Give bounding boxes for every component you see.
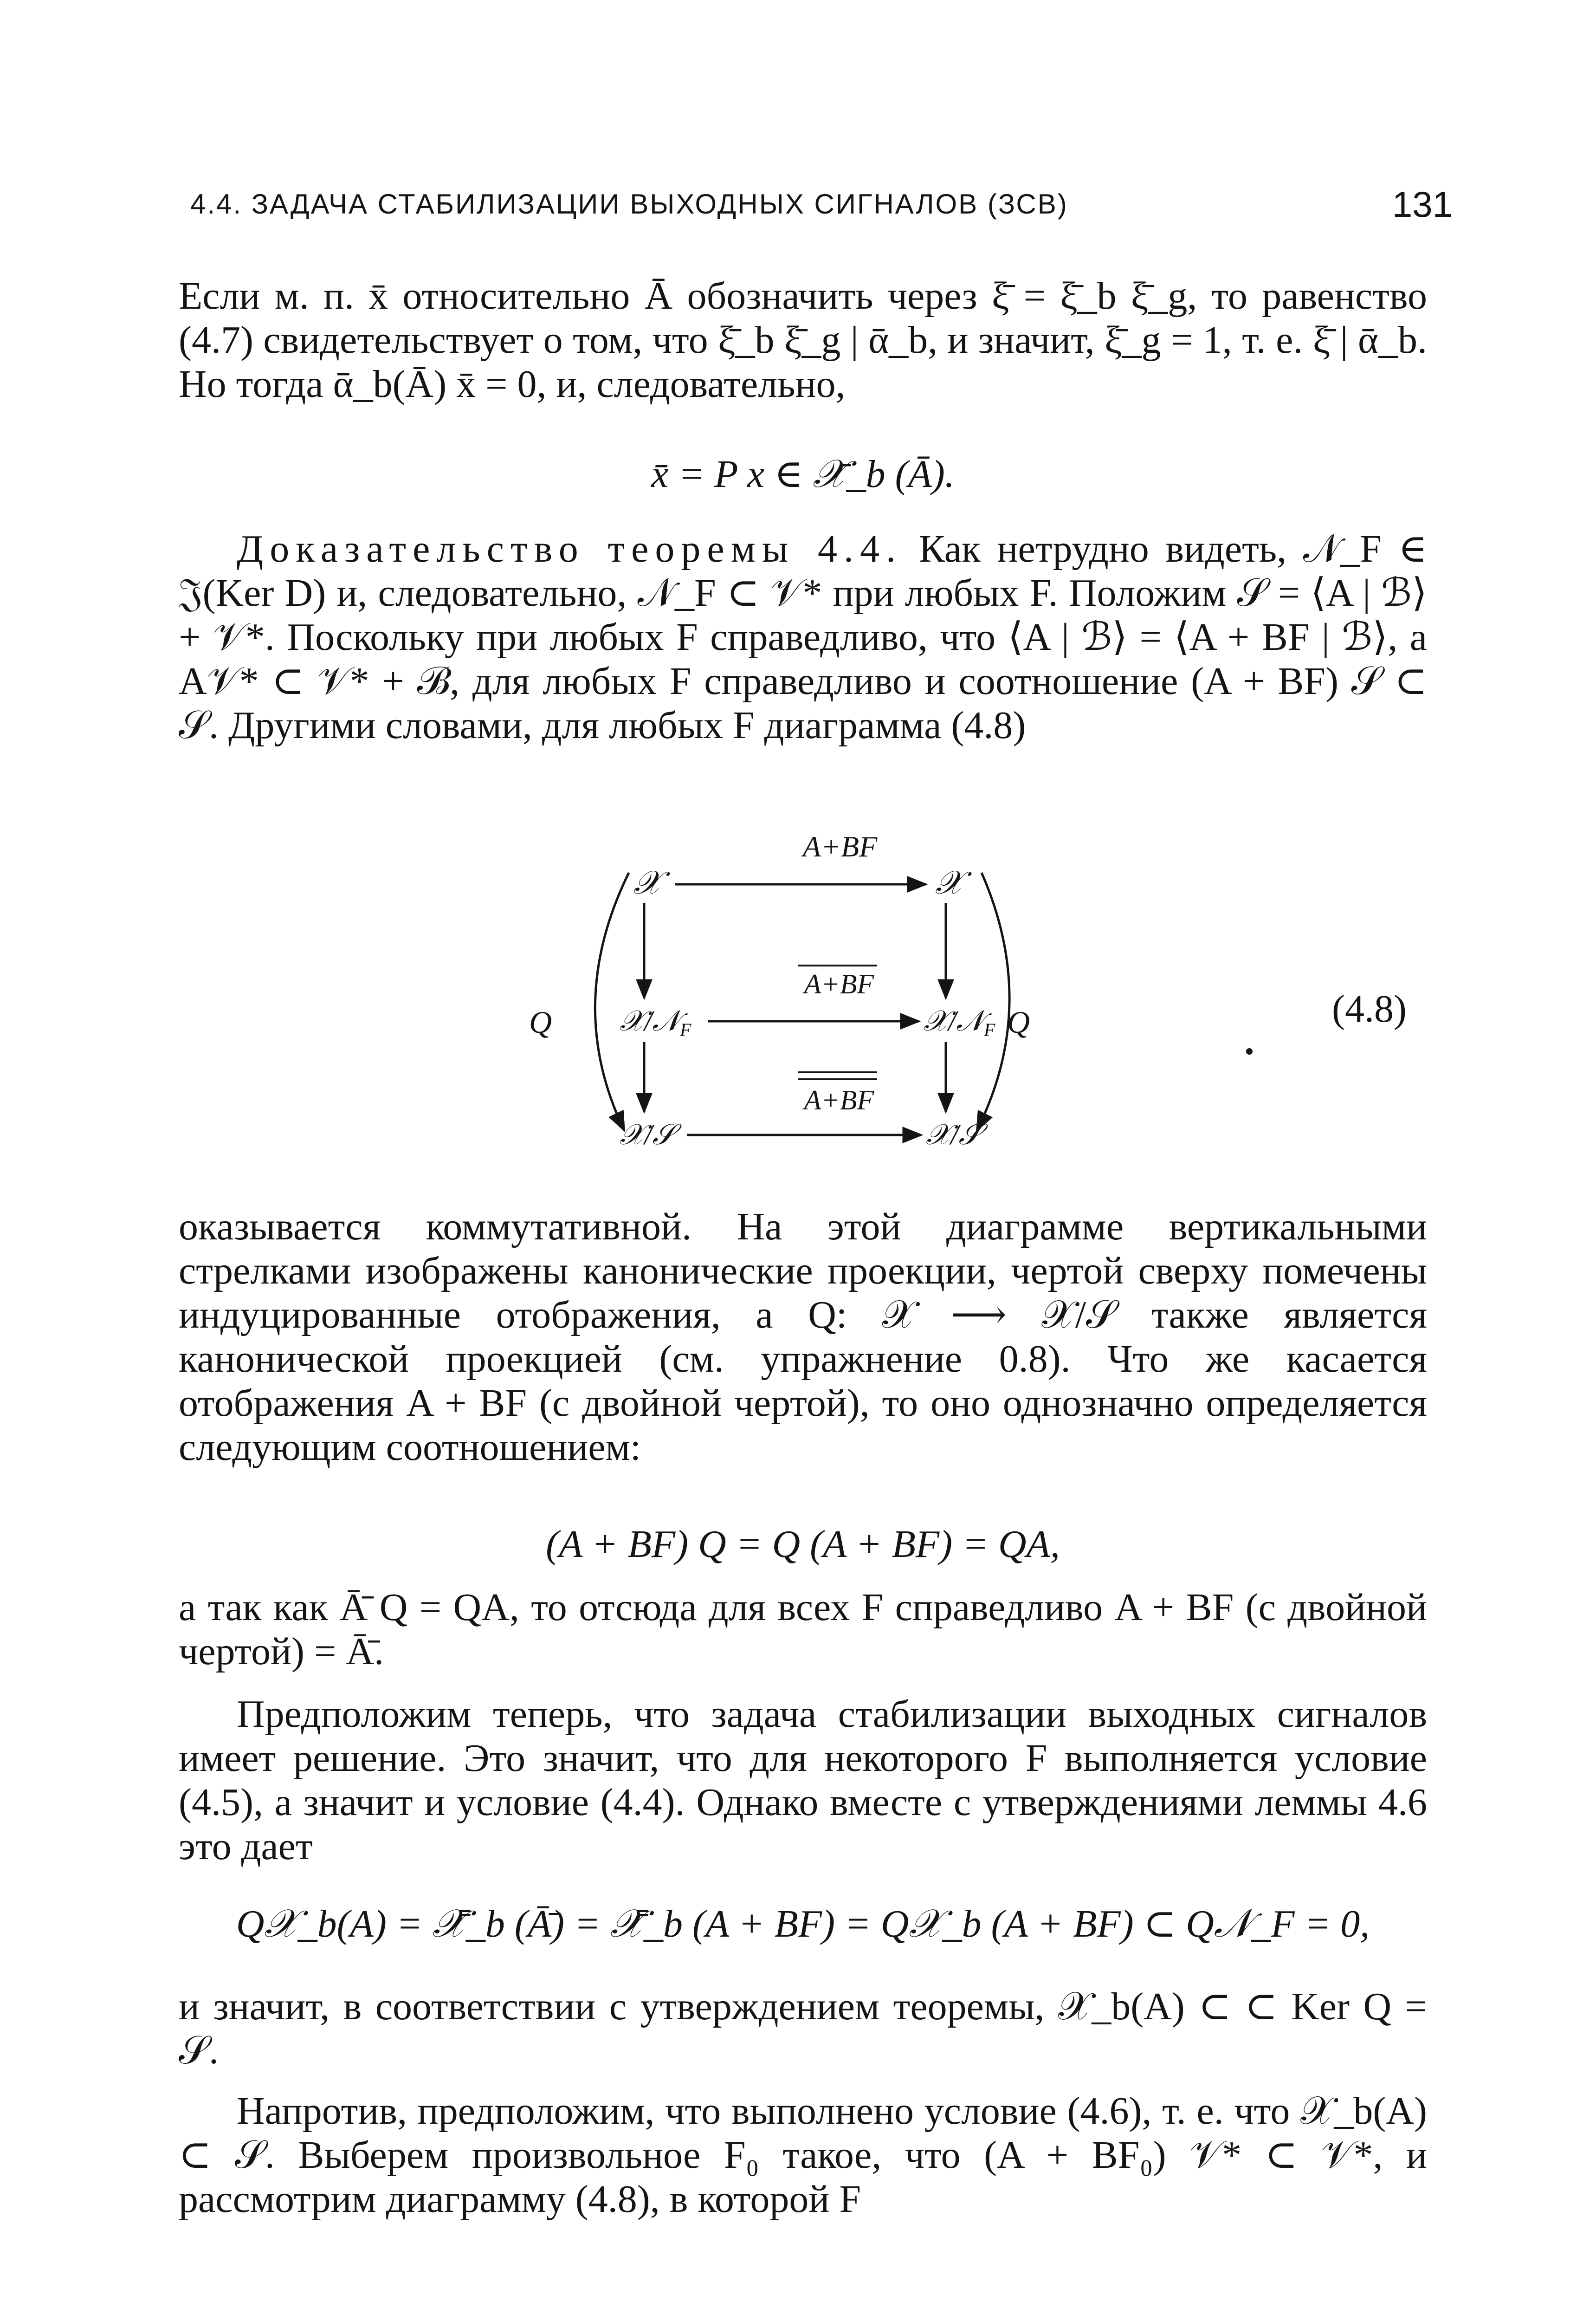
paragraph-3 — [179, 1205, 1427, 1469]
paragraph-1 — [179, 274, 1427, 406]
equation-number: (4.8) — [1332, 987, 1407, 1031]
paragraph-4-text: а так как Ā̄ Q = QA, то отсюда для всех F справедливо A + BF (с двойной чертой) = Ā̄. — [179, 1586, 1427, 1673]
node-x-over-n-left: 𝒳/𝒩F — [620, 1005, 691, 1040]
node-x-over-s-right: 𝒳/𝒮 — [926, 1119, 981, 1151]
bottom-map-label: A+BF — [804, 1085, 874, 1115]
page-number: 131 — [1392, 184, 1453, 225]
paragraph-5 — [179, 1692, 1427, 1868]
paragraph-7 — [179, 2089, 1427, 2221]
proof-body: Как нетрудно видеть, 𝒩_F ∈ 𝔍(Ker D) и, следовательно, 𝒩_F ⊂ 𝒱* при любых F. Положим 𝒮 = ⟨A | ℬ⟩ + 𝒱*. Поскольку при любых F справедливо, что ⟨A | ℬ⟩ = ⟨A + BF | ℬ⟩, а A𝒱* ⊂ 𝒱* + ℬ, для любых F справедливо и соотношение (A + BF) 𝒮 ⊂ 𝒮. Другими словами, для любых F диаграмма (4.8) — [179, 527, 1427, 747]
paragraph-6 — [179, 1984, 1427, 2073]
paragraph-2-text — [179, 527, 1427, 747]
q-label-right: Q — [1007, 1005, 1030, 1040]
proof-label: Доказательство теоремы 4.4. — [237, 527, 903, 571]
running-head — [190, 183, 1453, 239]
top-map-label: A+BF — [802, 830, 878, 863]
section-title: 4.4. ЗАДАЧА СТАБИЛИЗАЦИИ ВЫХОДНЫХ СИГНАЛОВ (ЗСВ) — [190, 188, 1068, 220]
q-label-left: Q — [529, 1005, 552, 1040]
paragraph-3-text: оказывается коммутативной. На этой диаграмме вертикальными стрелками изображены канонические проекции, чертой сверху помечены индуцированные отображения, а Q: 𝒳 ⟶ 𝒳/𝒮 также является канонической проекцией (см. упражнение 0.8). Что же касается отображения A + BF (с двойной чертой), то оно однозначно определяется следующим соотношением: — [179, 1205, 1427, 1469]
stray-dot — [1246, 1048, 1253, 1055]
paragraph-2 — [179, 527, 1427, 747]
node-x-right: 𝒳 — [935, 865, 963, 901]
left-q-curve — [595, 873, 629, 1130]
node-x-over-n-right: 𝒳/𝒩F — [924, 1005, 995, 1040]
paragraph-4 — [179, 1585, 1427, 1673]
mid-map-label: A+BF — [804, 969, 874, 999]
paragraph-7-text: Напротив, предположим, что выполнено условие (4.6), т. е. что 𝒳_b(A) ⊂ 𝒮. Выберем произвольное F₀ такое, что (A + BF₀) 𝒱* ⊂ 𝒱*, и рассмотрим диаграмму (4.8), в которой F — [179, 2089, 1427, 2221]
formula-2: (A + BF) Q = Q (A + BF) = QA, — [546, 1523, 1060, 1566]
formula-3: Q𝒳_b(A) = 𝒳̄̄_b (Ā̄) = 𝒳̄̄_b (A + BF) = Q𝒳_b (A + BF) ⊂ Q𝒩_F = 0, — [236, 1902, 1370, 1945]
formula-1: x̄ = P x ∈ 𝒳̄_b (Ā). — [651, 453, 955, 496]
node-x-left: 𝒳 — [633, 865, 662, 901]
node-x-over-s-left: 𝒳/𝒮 — [620, 1119, 675, 1151]
commutative-diagram — [520, 829, 1035, 1154]
paragraph-6-text: и значит, в соответствии с утверждением теоремы, 𝒳_b(A) ⊂ ⊂ Ker Q = 𝒮. — [179, 1985, 1427, 2072]
paragraph-5-text: Предположим теперь, что задача стабилизации выходных сигналов имеет решение. Это значит, что для некоторого F выполняется условие (4.5), а значит и условие (4.4). Однако вместе с утверждениями леммы 4.6 это дает — [179, 1692, 1427, 1868]
right-q-curve — [977, 873, 1009, 1130]
paragraph-1-text: Если м. п. x̄ относительно Ā обозначить через ξ̄ = ξ̄_b ξ̄_g, то равенство (4.7) свидетельствует о том, что ξ̄_b ξ̄_g | ᾱ_b, и значит, ξ̄_g = 1, т. е. ξ̄ | ᾱ_b. Но тогда ᾱ_b(Ā) x̄ = 0, и, следовательно, — [179, 274, 1427, 406]
